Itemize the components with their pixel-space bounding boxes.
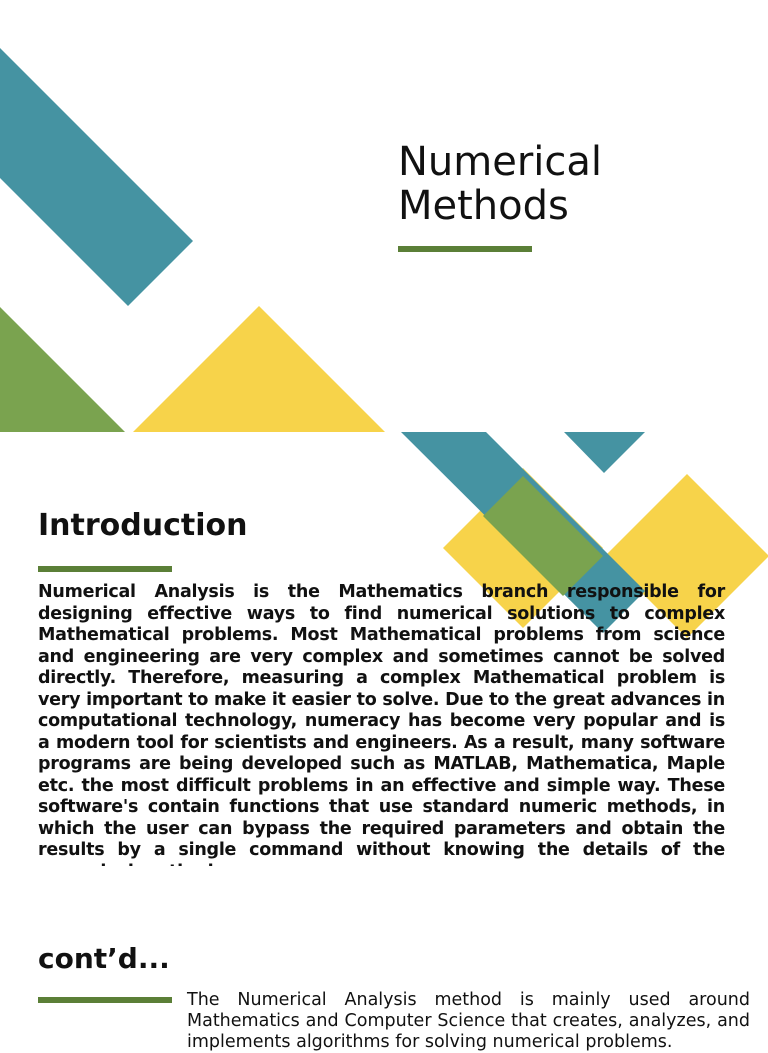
slide-title: Introduction [38,508,248,543]
title-line-2: Methods [398,183,569,229]
body-paragraph: The Numerical Analysis method is mainly used around Mathematics and Computer Science that creates, analyzes, and implements algorithms for solving numerical problems. [187,990,750,1052]
teal-diagonal-band [0,48,193,306]
title-underline [38,566,172,572]
title-line-1: Numerical [398,139,603,185]
slide-title [398,140,718,228]
title-underline [398,246,532,252]
body-paragraph: Numerical Analysis is the Mathematics branch responsible for designing effective ways to find numerical solutions to complex Mathematical problems. Most Mathematical problems from science and engineering are very complex and sometimes cannot be solved directly. Therefore, measuring a complex Mathematical problem is very important to make it easier to solve. Due to the great advances in computational technology, numeracy has become very popular and is a modern tool for scientists and engineers. As a result, many software programs are being developed such as MATLAB, Mathematica, Maple etc. the most difficult problems in an effective and simple way. These software's contain functions that use standard numeric methods, in which the user can bypass the required parameters and obtain the results by a single command without knowing the details of the [38,582,725,860]
title-underline [38,997,172,1003]
teal-small-triangle [564,432,645,473]
slide-title: cont’d... [38,942,170,975]
title-slide [0,0,768,432]
yellow-triangle [133,306,385,432]
green-triangle [0,307,125,432]
introduction-slide [0,432,768,866]
continued-slide [0,866,768,1052]
